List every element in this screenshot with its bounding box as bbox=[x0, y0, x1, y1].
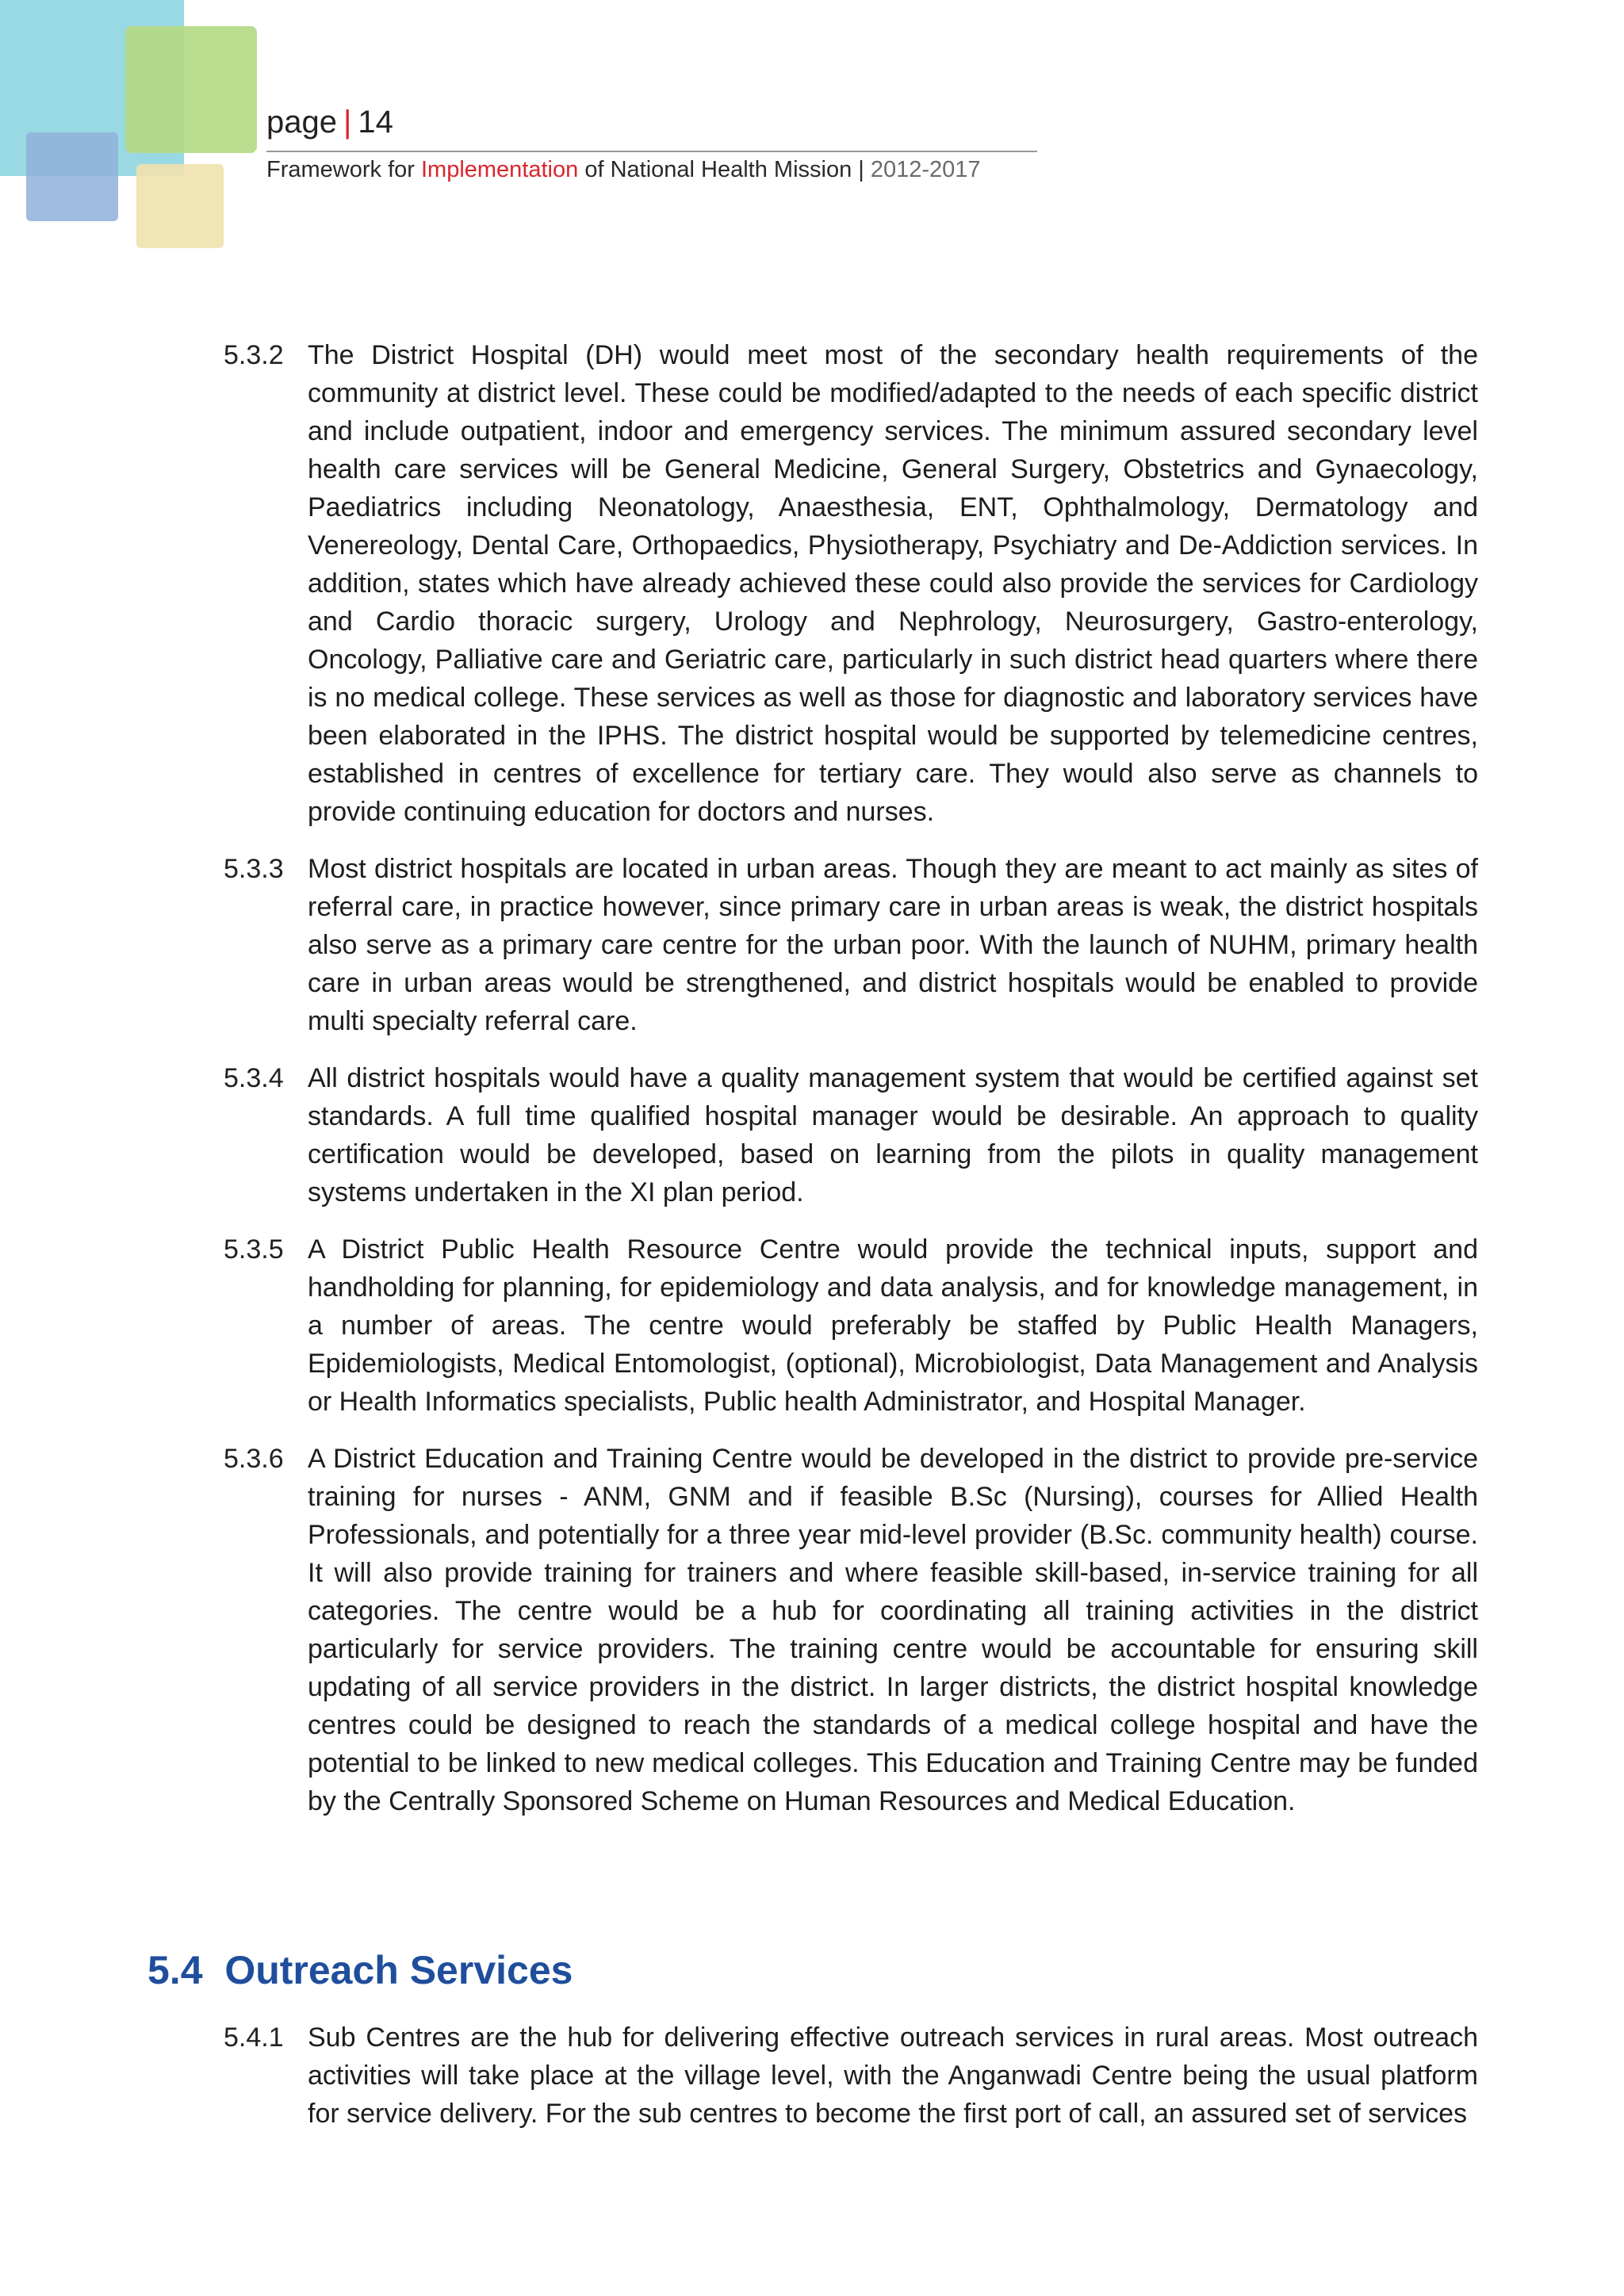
paragraph bbox=[224, 1230, 1478, 1421]
section-number: 5.4 bbox=[147, 1948, 203, 1992]
title-post: of National Health Mission bbox=[578, 157, 852, 182]
paragraph-text: All district hospitals would have a quality management system that would be certified against set standards. A full time qualified hospital manager would be desirable. An approach to quality certification would be developed, based on learning from the pilots in quality management systems undertaken in the XI plan period. bbox=[308, 1063, 1478, 1207]
title-pre: Framework for bbox=[266, 157, 421, 182]
section-title: Outreach Services bbox=[224, 1948, 573, 1992]
paragraph bbox=[224, 1440, 1478, 1820]
section-content bbox=[224, 2019, 1478, 2152]
page-number: 14 bbox=[358, 105, 393, 140]
page-header bbox=[266, 101, 1037, 187]
page-separator: | bbox=[343, 105, 352, 140]
paragraph-text: Sub Centres are the hub for delivering effective outreach services in rural areas. Most outreach activities will take place at the village level, with the Anganwadi Centre being the usual platform for service delivery. For the sub centres to become the first port of call, an assured set of services bbox=[308, 2022, 1478, 2129]
title-separator: | bbox=[852, 157, 871, 182]
paragraph-text: A District Public Health Resource Centre would provide the technical inputs, support and handholding for planning, for epidemiology and data analysis, and for knowledge management, in a number of areas. The centre would preferably be staffed by Public Health Managers, Epidemiologists, Medical Entomologist, (optional), Microbiologist, Data Management and Analysis or Health Informatics specialists, Public health Administrator, and Hospital Manager. bbox=[308, 1234, 1478, 1417]
paragraph-text: A District Education and Training Centre would be developed in the district to provide pre-service training for nurses - ANM, GNM and if feasible B.Sc (Nursing), courses for Allied Health Professionals, and potentially for a three year mid-level provider (B.Sc. community health) course. It will also provide training for trainers and where feasible skill-based, in-service training for all categories. The centre would be a hub for coordinating all training activities in the district particularly for service providers. The training centre would be accountable for ensuring skill updating of all service providers in the district. In larger districts, the district hospital knowledge centres could be designed to reach the standards of a medical college hospital and have the potential to be linked to new medical colleges. This Education and Training Centre may be funded by the Centrally Sponsored Scheme on Human Resources and Medical Education. bbox=[308, 1444, 1478, 1816]
decorative-square-green bbox=[125, 26, 257, 153]
document-title bbox=[266, 152, 1037, 187]
section-heading bbox=[147, 1942, 573, 1998]
paragraph bbox=[224, 336, 1478, 831]
decorative-square-blue bbox=[26, 132, 118, 221]
paragraph-number: 5.3.3 bbox=[224, 854, 284, 884]
paragraph bbox=[224, 850, 1478, 1040]
paragraph-text: Most district hospitals are located in urban areas. Though they are meant to act mainly as sites of referral care, in practice however, since primary care in urban areas is weak, the district hospitals also serve as a primary care centre for the urban poor. With the launch of NUHM, primary health care in urban areas would be strengthened, and district hospitals would be enabled to provide multi specialty referral care. bbox=[308, 854, 1478, 1036]
paragraph bbox=[224, 2019, 1478, 2133]
page-number-line bbox=[266, 101, 1037, 143]
paragraph-number: 5.4.1 bbox=[224, 2022, 284, 2053]
title-years: 2012-2017 bbox=[870, 157, 981, 182]
paragraph-number: 5.3.4 bbox=[224, 1063, 284, 1093]
paragraph-number: 5.3.5 bbox=[224, 1234, 284, 1265]
paragraph-number: 5.3.6 bbox=[224, 1444, 284, 1474]
main-content bbox=[224, 336, 1478, 1839]
paragraph bbox=[224, 1059, 1478, 1211]
paragraph-text: The District Hospital (DH) would meet most of the secondary health requirements of the community at district level. These could be modified/adapted to the needs of each specific district and include outpatient, indoor and emergency services. The minimum assured secondary level health care services will be General Medicine, General Surgery, Obstetrics and Gynaecology, Paediatrics including Neonatology, Anaesthesia, ENT, Ophthalmology, Dermatology and Venereology, Dental Care, Orthopaedics, Physiotherapy, Psychiatry and De-Addiction services. In addition, states which have already achieved these could also provide the services for Cardiology and Cardio thoracic surgery, Urology and Nephrology, Neurosurgery, Gastro-enterology, Oncology, Palliative care and Geriatric care, particularly in such district head quarters where there is no medical college. These services as well as those for diagnostic and laboratory services have been elaborated in the IPHS. The district hospital would be supported by telemedicine centres, established in centres of excellence for tertiary care. They would also serve as channels to provide continuing education for doctors and nurses. bbox=[308, 340, 1478, 827]
title-highlight: Implementation bbox=[420, 157, 579, 182]
page-label: page bbox=[266, 105, 337, 140]
paragraph-number: 5.3.2 bbox=[224, 340, 284, 370]
decorative-square-yellow bbox=[136, 164, 224, 248]
